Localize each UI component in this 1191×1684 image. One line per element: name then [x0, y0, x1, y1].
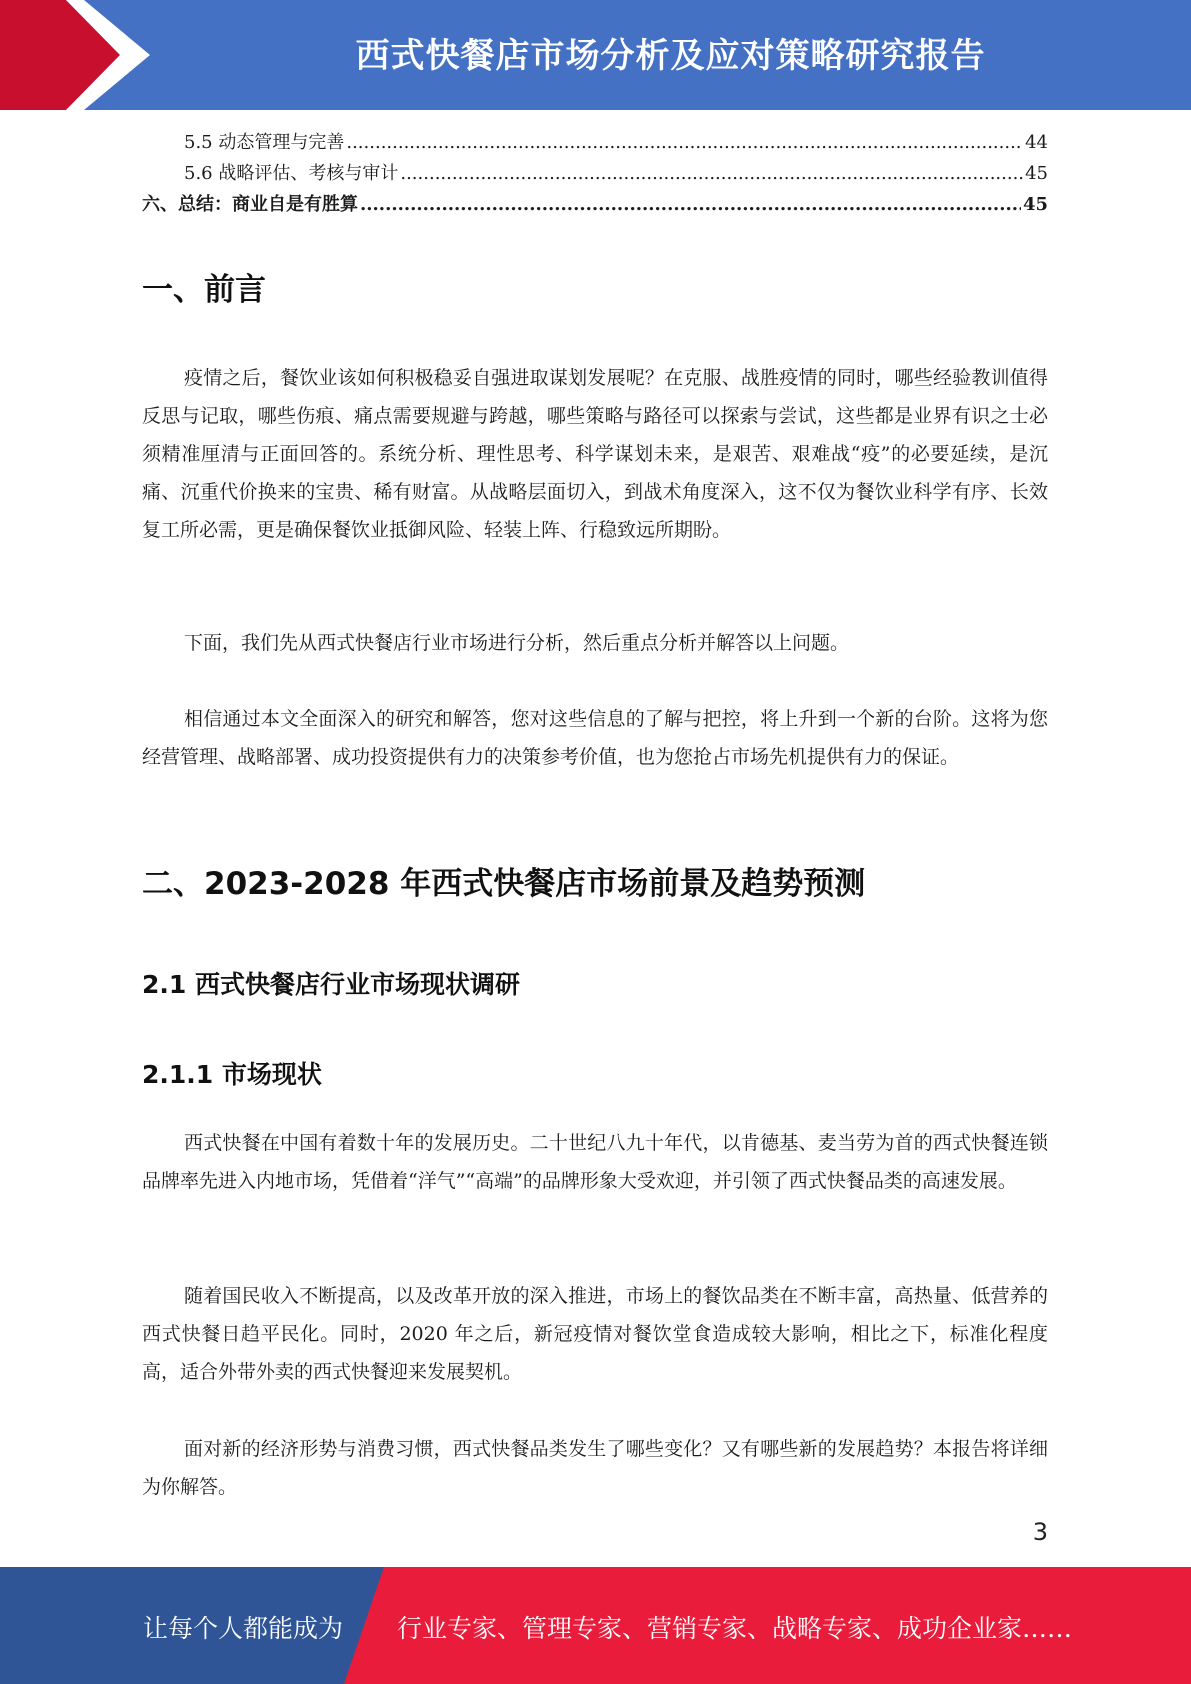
subsection-heading: 2.1 西式快餐店行业市场现状调研 [142, 970, 520, 999]
toc-entry[interactable] [142, 128, 1048, 159]
paragraph: 疫情之后，餐饮业该如何积极稳妥自强进取谋划发展呢？在克服、战胜疫情的同时，哪些经验教训值得反思与记取，哪些伤痕、痛点需要规避与跨越，哪些策略与路径可以探索与尝试，这些都是业界有识之士必须精准厘清与正面回答的。系统分析、理性思考、科学谋划未来，是艰苦、艰难战“疫”的必要延续，是沉痛、沉重代价换来的宝贵、稀有财富。从战略层面切入，到战术角度深入，这不仅为餐饮业科学有序、长效复工所必需，更是确保餐饮业抵御风险、轻装上阵、行稳致远所期盼。 [142, 367, 1048, 541]
paragraph: 下面，我们先从西式快餐店行业市场进行分析，然后重点分析并解答以上问题。 [184, 632, 850, 654]
toc-entry-label: 六、总结：商业自是有胜算 [142, 194, 358, 215]
toc-entry[interactable] [142, 159, 1048, 190]
toc-leader-dots [346, 132, 1023, 153]
page-number: 3 [1032, 1518, 1048, 1546]
page-footer [0, 1567, 1191, 1684]
page-header [0, 0, 1191, 110]
paragraph: 西式快餐在中国有着数十年的发展历史。二十世纪八九十年代，以肯德基、麦当劳为首的西式快餐连锁品牌率先进入内地市场，凭借着“洋气”“高端”的品牌形象大受欢迎，并引领了西式快餐品类的高速发展。 [142, 1132, 1048, 1192]
subsubsection-heading: 2.1.1 市场现状 [142, 1060, 322, 1089]
paragraph: 面对新的经济形势与消费习惯，西式快餐品类发生了哪些变化？又有哪些新的发展趋势？本报告将详细为你解答。 [142, 1438, 1048, 1498]
toc-entry-page: 44 [1025, 132, 1048, 153]
toc-entry[interactable] [142, 190, 1048, 221]
toc-leader-dots [400, 163, 1023, 184]
section-heading-forecast: 二、2023-2028 年西式快餐店市场前景及趋势预测 [142, 866, 866, 902]
toc-entry-label: 5.6 战略评估、考核与审计 [184, 163, 399, 184]
section-heading-preface: 一、前言 [142, 272, 266, 308]
table-of-contents [142, 128, 1048, 221]
toc-entry-page: 45 [1025, 163, 1048, 184]
red-chevron-icon [0, 0, 160, 110]
footer-slogan-left: 让每个人都能成为 [143, 1614, 344, 1643]
paragraph: 相信通过本文全面深入的研究和解答，您对这些信息的了解与把控，将上升到一个新的台阶。这将为您经营管理、战略部署、成功投资提供有力的决策参考价值，也为您抢占市场先机提供有力的保证。 [142, 708, 1048, 768]
report-title: 西式快餐店市场分析及应对策略研究报告 [355, 36, 986, 76]
toc-entry-page: 45 [1022, 194, 1048, 215]
paragraph: 随着国民收入不断提高，以及改革开放的深入推进，市场上的餐饮品类在不断丰富，高热量、低营养的西式快餐日趋平民化。同时，2020 年之后，新冠疫情对餐饮堂食造成较大影响，相比之下，标准化程度高，适合外带外卖的西式快餐迎来发展契机。 [142, 1285, 1048, 1383]
footer-slogan-right: 行业专家、管理专家、营销专家、战略专家、成功企业家…… [397, 1614, 1073, 1643]
toc-leader-dots [360, 194, 1021, 215]
toc-entry-label: 5.5 动态管理与完善 [184, 132, 345, 153]
